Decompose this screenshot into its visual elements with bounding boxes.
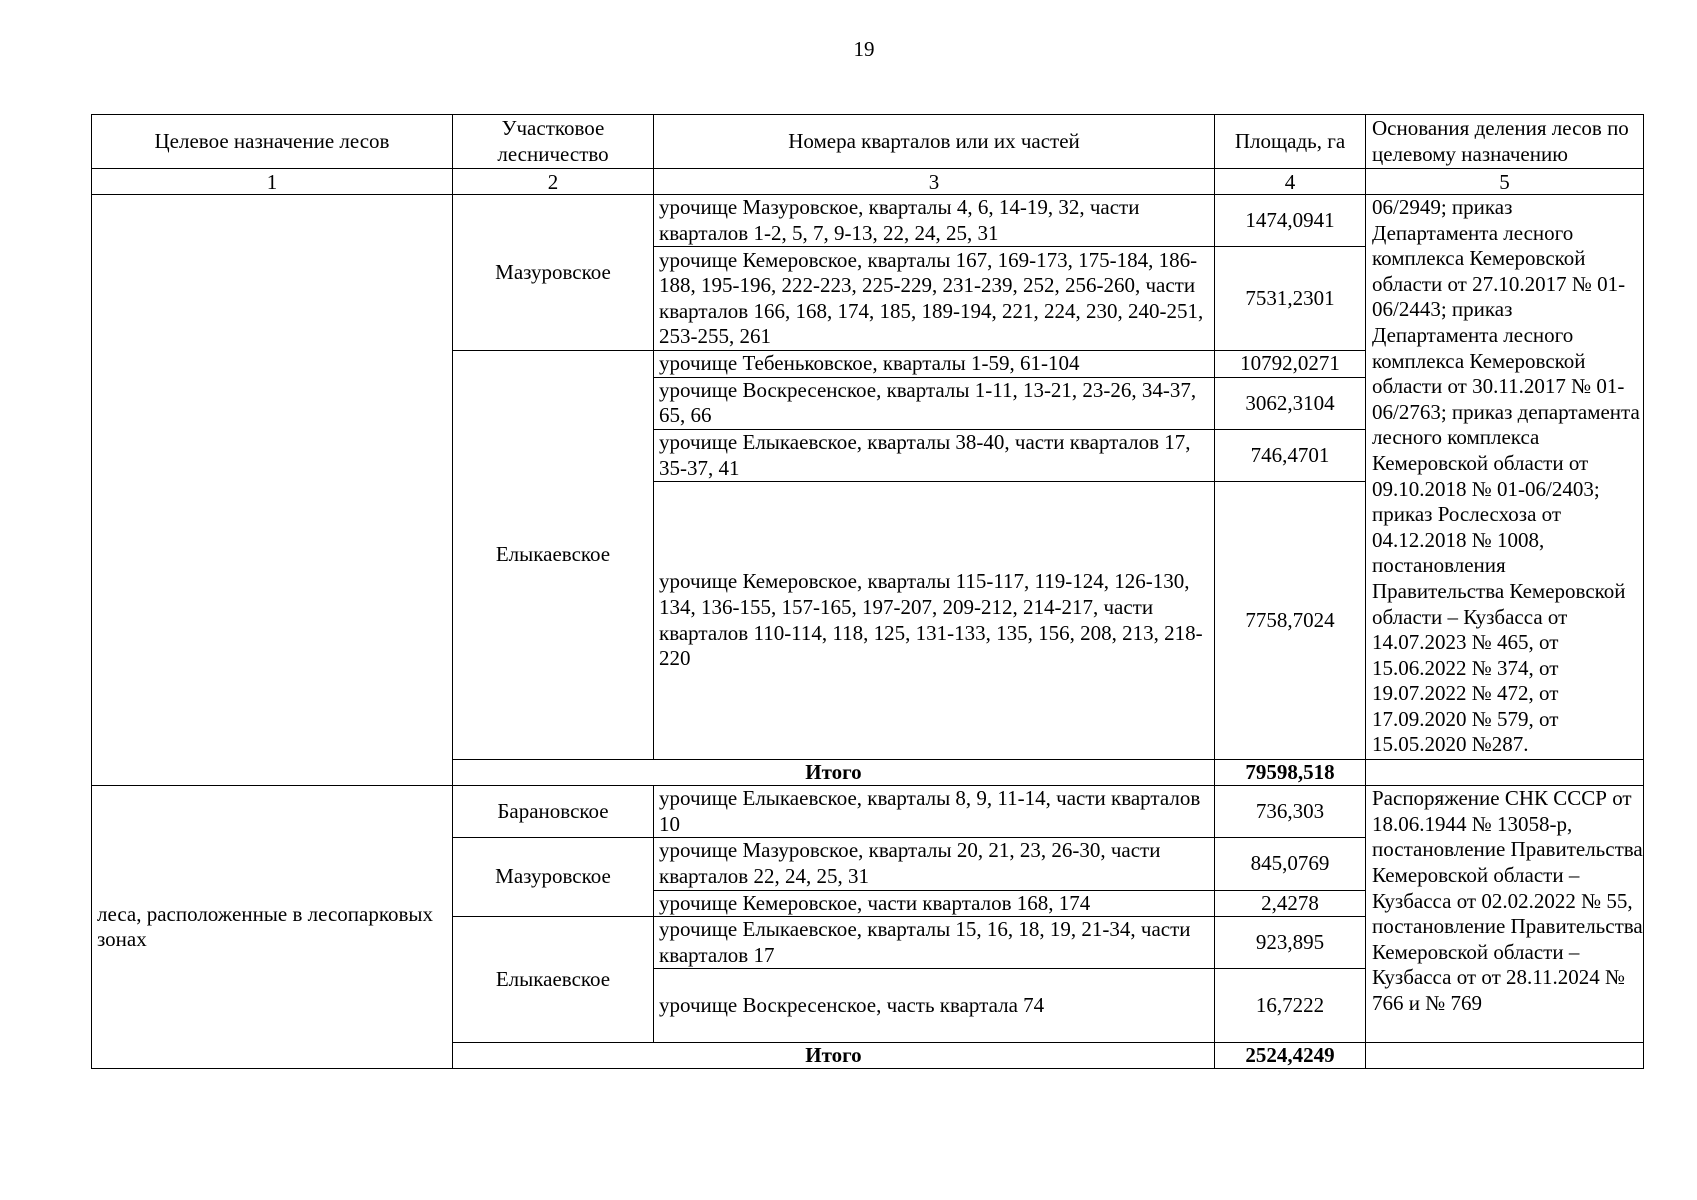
basis-cell: 06/2949; приказ Департамента лесного комплекса Кемеровской области от 27.10.2017 № 01-06/2443; приказ Департамента лесного комплекса Кемеровской области от 30.11.2017 № 01-06/2763; приказ департамента лесного комплекса Кемеровской области от 09.10.2018 № 01-06/2403; приказ Рослесхоза от 04.12.2018 № 1008, постановления Правительства Кемеровской области – Кузбасса от 14.07.2023 № 465, от 15.06.2022 № 374, от 19.07.2022 № 472, от 17.09.2020 № 579, от 15.05.2020 №287. <box>1366 195 1644 760</box>
empty-cell <box>1366 760 1644 786</box>
total-area: 79598,518 <box>1215 760 1366 786</box>
quarters-cell: урочище Кемеровское, кварталы 167, 169-173, 175-184, 186-188, 195-196, 222-223, 225-229, 231-239, 252, 256-260, части кварталов 166, 168, 174, 185, 189-194, 221, 224, 230, 240-251, 253-255, 261 <box>654 247 1215 351</box>
quarters-cell: урочище Кемеровское, части кварталов 168, 174 <box>654 890 1215 917</box>
header-forestry: Участковое лесничество <box>453 115 654 169</box>
table-row <box>92 195 1644 247</box>
column-number: 4 <box>1215 169 1366 195</box>
area-cell: 923,895 <box>1215 917 1366 969</box>
quarters-cell: урочище Кемеровское, кварталы 115-117, 119-124, 126-130, 134, 136-155, 157-165, 197-207, 209-212, 214-217, части кварталов 110-114, 118, 125, 131-133, 135, 156, 208, 213, 218-220 <box>654 482 1215 760</box>
forestry-cell: Барановское <box>453 786 654 838</box>
area-cell: 736,303 <box>1215 786 1366 838</box>
quarters-cell: урочище Мазуровское, кварталы 4, 6, 14-19, 32, части кварталов 1-2, 5, 7, 9-13, 22, 24, 25, 31 <box>654 195 1215 247</box>
column-number: 3 <box>654 169 1215 195</box>
column-number-row <box>92 169 1644 195</box>
area-cell: 10792,0271 <box>1215 351 1366 378</box>
quarters-cell: урочище Воскресенское, часть квартала 74 <box>654 969 1215 1043</box>
area-cell: 16,7222 <box>1215 969 1366 1043</box>
quarters-cell: урочище Воскресенское, кварталы 1-11, 13-21, 23-26, 34-37, 65, 66 <box>654 377 1215 429</box>
forestry-cell: Мазуровское <box>453 838 654 917</box>
forestry-cell: Елыкаевское <box>453 917 654 1043</box>
area-cell: 7531,2301 <box>1215 247 1366 351</box>
quarters-cell: урочище Тебеньковское, кварталы 1-59, 61-104 <box>654 351 1215 378</box>
header-row <box>92 115 1644 169</box>
area-cell: 7758,7024 <box>1215 482 1366 760</box>
quarters-cell: урочище Мазуровское, кварталы 20, 21, 23, 26-30, части кварталов 22, 24, 25, 31 <box>654 838 1215 890</box>
quarters-cell: урочище Елыкаевское, кварталы 38-40, части кварталов 17, 35-37, 41 <box>654 429 1215 481</box>
header-purpose: Целевое назначение лесов <box>92 115 453 169</box>
purpose-cell <box>92 195 453 786</box>
header-basis: Основания деления лесов по целевому назначению <box>1366 115 1644 169</box>
total-area: 2524,4249 <box>1215 1043 1366 1069</box>
forestry-cell: Елыкаевское <box>453 351 654 760</box>
total-label: Итого <box>453 1043 1215 1069</box>
area-cell: 746,4701 <box>1215 429 1366 481</box>
area-cell: 1474,0941 <box>1215 195 1366 247</box>
forestry-cell: Мазуровское <box>453 195 654 351</box>
column-number: 1 <box>92 169 453 195</box>
header-area: Площадь, га <box>1215 115 1366 169</box>
basis-cell: Распоряжение СНК СССР от 18.06.1944 № 13058-р, постановление Правительства Кемеровской области – Кузбасса от 02.02.2022 № 55, постановление Правительства Кемеровской области – Кузбасса от от 28.11.2024 № 766 и № 769 <box>1366 786 1644 1043</box>
forest-purpose-table <box>91 114 1644 1069</box>
total-label: Итого <box>453 760 1215 786</box>
area-cell: 3062,3104 <box>1215 377 1366 429</box>
purpose-cell: леса, расположенные в лесопарковых зонах <box>92 786 453 1069</box>
quarters-cell: урочище Елыкаевское, кварталы 8, 9, 11-14, части кварталов 10 <box>654 786 1215 838</box>
column-number: 5 <box>1366 169 1644 195</box>
empty-cell <box>1366 1043 1644 1069</box>
quarters-cell: урочище Елыкаевское, кварталы 15, 16, 18, 19, 21-34, части кварталов 17 <box>654 917 1215 969</box>
page-number: 19 <box>853 37 875 61</box>
area-cell: 2,4278 <box>1215 890 1366 917</box>
table-row <box>92 786 1644 838</box>
column-number: 2 <box>453 169 654 195</box>
area-cell: 845,0769 <box>1215 838 1366 890</box>
header-quarters: Номера кварталов или их частей <box>654 115 1215 169</box>
